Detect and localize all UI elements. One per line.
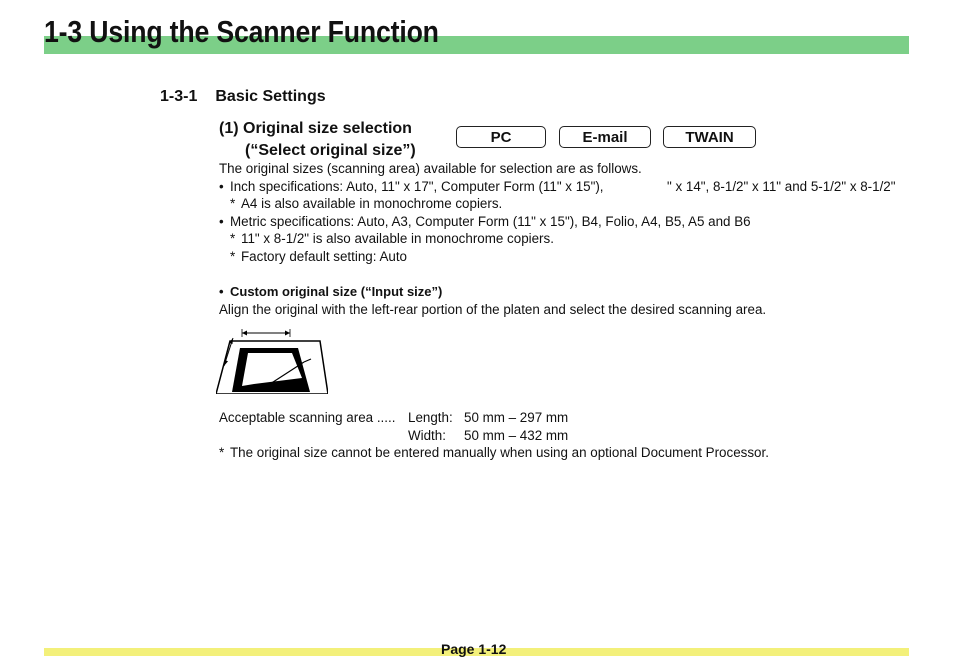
final-note-text: The original size cannot be entered manually when using an optional Document Processor. (230, 445, 769, 460)
metric-note-2-text: Factory default setting: Auto (241, 249, 407, 264)
platen-illustration (216, 341, 328, 394)
custom-size-heading (219, 284, 442, 300)
inch-spec-part2: " x 14", 8-1/2" x 11" and 5-1/2" x 8-1/2" (667, 179, 896, 194)
subsection-heading (219, 118, 416, 162)
asterisk-icon: * (230, 196, 236, 211)
length-value: 50 mm – 297 mm (464, 410, 569, 425)
metric-note-2 (230, 249, 407, 265)
mode-badge-email: E-mail (559, 126, 651, 148)
inch-spec-part1: Inch specifications: Auto, 11" x 17", Computer Form (11" x 15"), (230, 179, 604, 194)
asterisk-icon: * (230, 249, 236, 264)
bullet-icon: • (219, 179, 224, 194)
bullet-icon: • (219, 284, 224, 299)
inch-spec-line (219, 179, 604, 195)
subsection-title-line2: (“Select original size”) (245, 142, 416, 159)
final-note (219, 445, 769, 461)
length-label: Length: (408, 410, 453, 425)
chapter-title: 1-3 Using the Scanner Function (44, 14, 439, 49)
mode-badge-pc: PC (456, 126, 546, 148)
custom-size-heading-text: Custom original size (“Input size”) (230, 284, 443, 299)
asterisk-icon: * (230, 231, 236, 246)
platen-diagram (216, 326, 328, 394)
page-number: Page 1-12 (441, 641, 507, 657)
custom-size-description: Align the original with the left-rear portion of the platen and select the desired scanning area. (219, 302, 767, 317)
metric-spec-text: Metric specifications: Auto, A3, Computer Form (11" x 15"), B4, Folio, A4, B5, A5 and B6 (230, 214, 751, 229)
width-arrow (242, 329, 290, 337)
subsection-title-line1: (1) Original size selection (219, 120, 412, 137)
width-value: 50 mm – 432 mm (464, 428, 569, 443)
area-label: Acceptable scanning area ..... (219, 410, 396, 425)
metric-note-1 (230, 231, 554, 247)
asterisk-icon: * (219, 445, 225, 460)
bullet-icon: • (219, 214, 224, 229)
metric-spec-line (219, 214, 751, 230)
section-heading (160, 88, 326, 106)
section-title: Basic Settings (215, 88, 326, 105)
inch-note-text: A4 is also available in monochrome copiers. (241, 196, 503, 211)
section-number: 1-3-1 (160, 88, 198, 105)
inch-note (230, 196, 502, 212)
metric-note-1-text: 11" x 8-1/2" is also available in monochrome copiers. (241, 231, 554, 246)
intro-text: The original sizes (scanning area) available for selection are as follows. (219, 161, 642, 176)
width-label: Width: (408, 428, 446, 443)
mode-badge-twain: TWAIN (663, 126, 756, 148)
